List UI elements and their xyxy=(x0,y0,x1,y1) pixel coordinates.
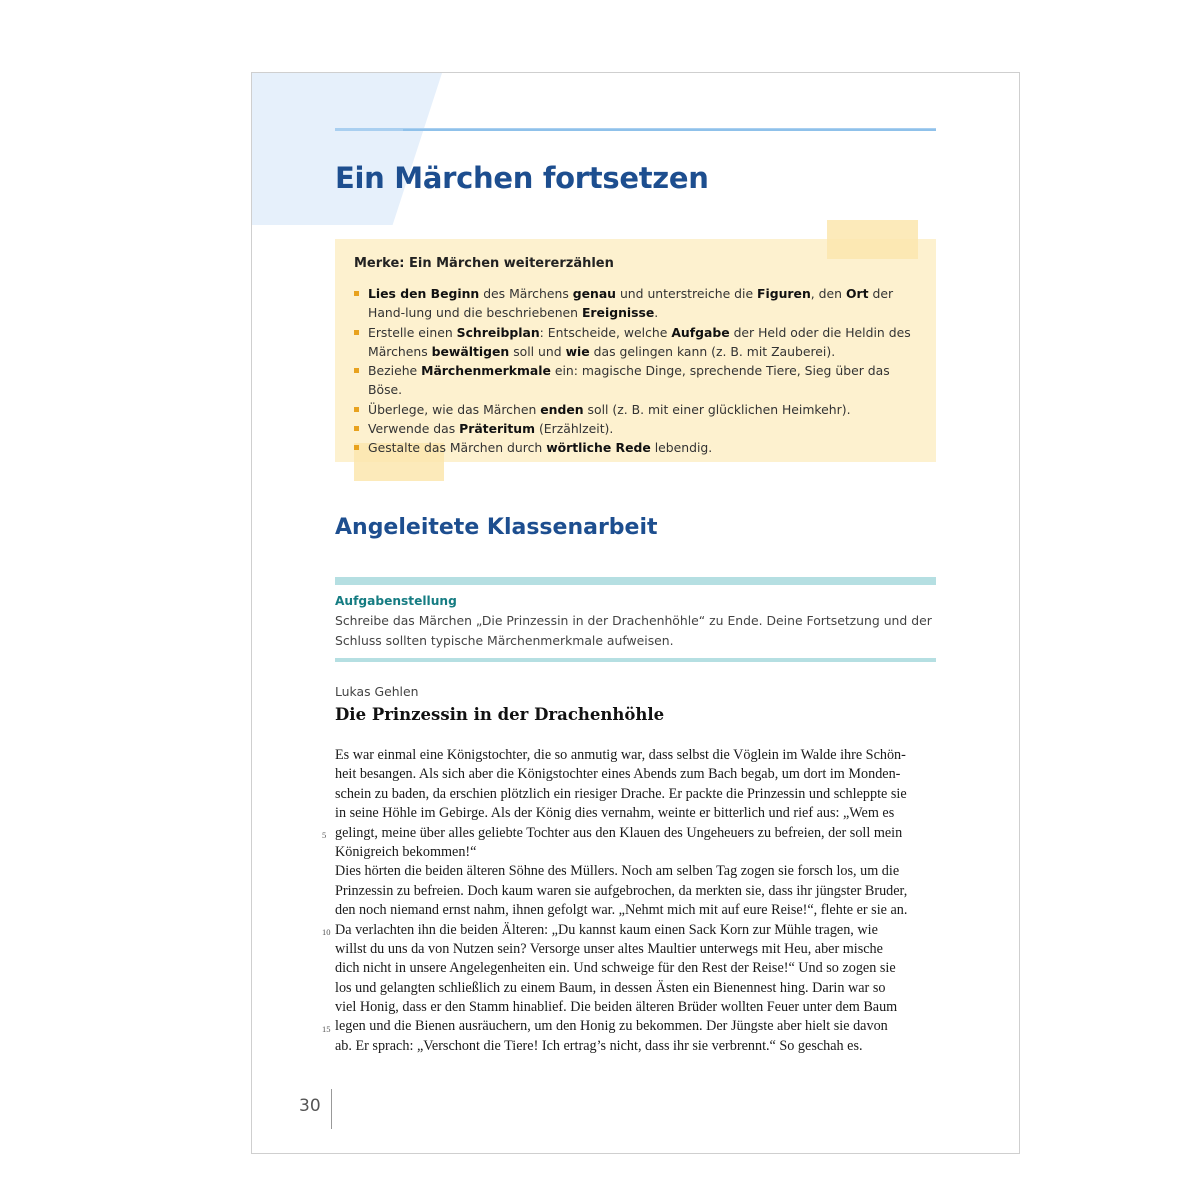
merke-bold-text: bewältigen xyxy=(431,343,510,359)
merke-text: Erstelle einen xyxy=(368,324,457,340)
merke-bold-text: enden xyxy=(540,401,584,417)
merke-bold-text: Präteritum xyxy=(459,421,536,437)
merke-text: Gestalte das Märchen durch xyxy=(368,440,547,456)
merke-text: Beziehe xyxy=(368,363,422,379)
merke-list-item xyxy=(354,419,914,438)
task-heading: Aufgabenstellung xyxy=(335,594,457,608)
story-title: Die Prinzessin in der Drachenhöhle xyxy=(335,705,665,724)
story-line: gelingt, meine über alles geliebte Tochter aus den Klauen des Ungeheuers zu befreien, der soll mein xyxy=(335,824,903,841)
merke-box-tab-top xyxy=(827,220,918,259)
merke-text: der Hand-lung und die beschriebenen xyxy=(368,286,894,321)
merke-heading: Merke: Ein Märchen weitererzählen xyxy=(354,256,614,271)
story-text xyxy=(335,746,945,1056)
merke-text: : Entscheide, welche xyxy=(539,324,672,340)
story-line: ab. Er sprach: „Verschont die Tiere! Ich ertrag’s nicht, dass ihr sie verbrennt.“ So geschah es. xyxy=(335,1037,863,1054)
story-line: schein zu baden, da erschien plötzlich ein riesiger Drache. Er packte die Prinzessin und schleppte sie xyxy=(335,785,907,802)
merke-text: soll (z. B. mit einer glücklichen Heimkehr). xyxy=(583,401,851,417)
merke-text: der Held oder die Heldin des Märchens xyxy=(368,324,911,359)
corner-decoration xyxy=(252,73,442,225)
merke-bold-text: Figuren xyxy=(757,286,811,301)
story-line: Königreich bekommen!“ xyxy=(335,843,477,860)
merke-bold-text: genau xyxy=(572,286,616,301)
story-line: heit besangen. Als sich aber die Königstochter eines Abends zum Bach begab, um dort im Monden- xyxy=(335,766,901,783)
merke-text: , den xyxy=(810,286,846,301)
line-number: 5 xyxy=(322,829,327,840)
story-author: Lukas Gehlen xyxy=(335,684,419,699)
story-line: dich nicht in unsere Angelegenheiten ein. Und schweige für den Rest der Reise!“ Und so zogen sie xyxy=(335,960,896,977)
task-rule-bottom xyxy=(335,658,936,662)
merke-bold-text: wie xyxy=(565,343,590,359)
section-subtitle: Angeleitete Klassenarbeit xyxy=(335,515,658,540)
line-number: 10 xyxy=(322,926,331,937)
merke-list-item xyxy=(354,438,914,457)
merke-bold-text: Schreibplan xyxy=(456,324,540,340)
merke-text: und unterstreiche die xyxy=(616,286,758,301)
merke-text: Überlege, wie das Märchen xyxy=(368,401,541,417)
merke-text: Verwende das xyxy=(368,421,460,437)
task-text: Schreibe das Märchen „Die Prinzessin in der Drachenhöhle“ zu Ende. Deine Fortsetzung und der Schluss sollten typische Märchenmerkmale aufweisen. xyxy=(335,613,932,648)
page-number: 30 xyxy=(299,1096,321,1116)
story-line: legen und die Bienen ausräuchern, um den Honig zu bekommen. Der Jüngste aber hielt sie davon xyxy=(335,1018,888,1035)
merke-text: des Märchens xyxy=(479,286,573,301)
story-line: in seine Höhle im Gebirge. Als der König dies vernahm, weinte er bitterlich und rief aus: „Wem es xyxy=(335,805,895,822)
merke-text: soll und xyxy=(509,343,566,359)
document-page xyxy=(251,72,1020,1154)
merke-bold-text: Aufgabe xyxy=(671,324,730,340)
story-line: Es war einmal eine Königstochter, die so anmutig war, dass selbst die Vöglein im Walde ihre Schön- xyxy=(335,747,906,763)
story-line: Da verlachten ihn die beiden Älteren: „Du kannst kaum einen Sack Korn zur Mühle tragen, wie xyxy=(335,921,878,938)
merke-bold-text: wörtliche Rede xyxy=(546,440,651,456)
story-line: Dies hörten die beiden älteren Söhne des Müllers. Noch am selben Tag zogen sie forsch los, um die xyxy=(335,863,900,880)
page-number-rule xyxy=(331,1089,332,1129)
merke-bold-text: Ort xyxy=(845,286,869,301)
merke-bold-text: Märchenmerkmale xyxy=(421,363,551,379)
story-line: willst du uns da von Nutzen sein? Versorge unser altes Maultier unterwegs mit Heu, aber mische xyxy=(335,940,883,957)
merke-list-item xyxy=(354,284,914,323)
story-line: viel Honig, dass er den Stamm hinablief. Die beiden älteren Brüder wollten Feuer unter dem Baum xyxy=(335,999,898,1016)
task-rule-top xyxy=(335,577,936,585)
page-title: Ein Märchen fortsetzen xyxy=(335,161,709,195)
merke-text: (Erzählzeit). xyxy=(535,421,614,437)
merke-bold-text: Lies den Beginn xyxy=(368,286,480,301)
line-number: 15 xyxy=(322,1023,331,1034)
merke-list-item xyxy=(354,323,914,362)
title-rule xyxy=(335,128,936,131)
story-line: los und gelangten schließlich zu einem Baum, in dessen Ästen ein Bienennest hing. Darin war so xyxy=(335,979,886,996)
story-line: den noch niemand ernst nahm, ihnen gefolgt war. „Nehmt mich mit auf eure Reise!“, flehte er sie an. xyxy=(335,902,908,919)
merke-text: ein: magische Dinge, sprechende Tiere, Sieg über das Böse. xyxy=(368,363,890,398)
story-line: Prinzessin zu befreien. Doch kaum waren sie aufgebrochen, da merkten sie, dass ihr jüngster Bruder, xyxy=(335,882,908,899)
merke-list-item xyxy=(354,361,914,400)
merke-bold-text: Ereignisse xyxy=(581,305,655,321)
merke-text: . xyxy=(654,305,659,321)
merke-text: lebendig. xyxy=(650,440,713,456)
merke-list-item xyxy=(354,400,914,419)
merke-text: das gelingen kann (z. B. mit Zauberei). xyxy=(589,343,836,359)
merke-list xyxy=(354,284,914,458)
